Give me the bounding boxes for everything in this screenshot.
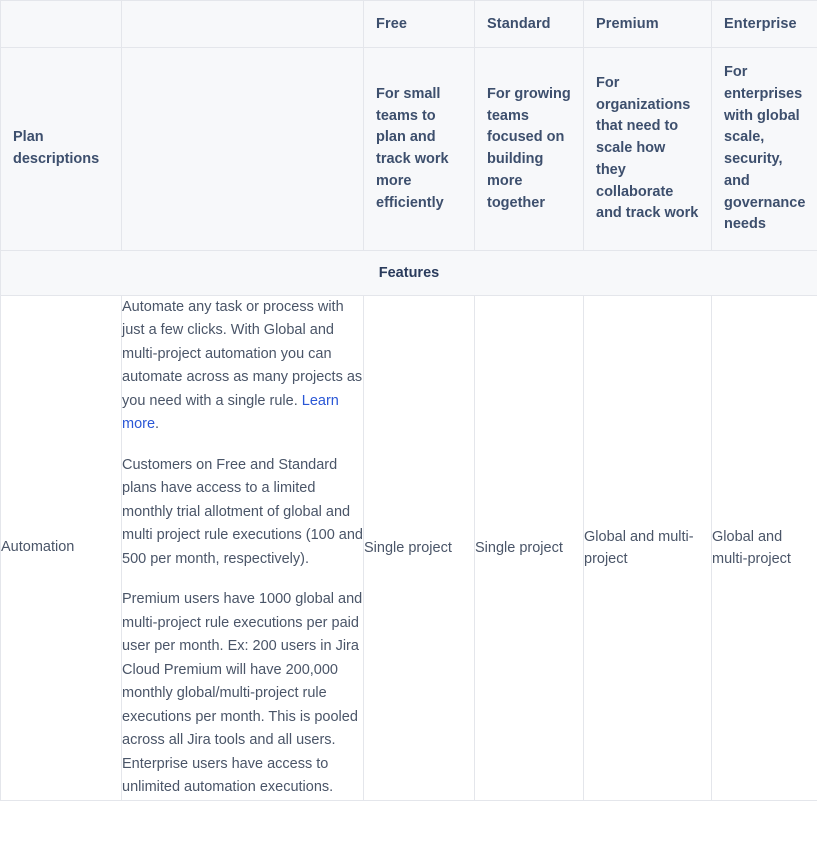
feature-description-automation: [122, 296, 364, 801]
plan-descriptions-spacer-cell: [122, 48, 364, 251]
row-label-plan-descriptions: Plan descriptions: [1, 48, 122, 251]
feature-description-paragraph-1: [122, 296, 363, 437]
plan-description-enterprise: For enterprises with global scale, security, and governance needs: [712, 48, 817, 251]
feature-name-automation: Automation: [1, 296, 122, 801]
header-empty-description-cell: [122, 1, 364, 48]
plan-header-standard: Standard: [475, 1, 584, 48]
learn-more-link[interactable]: Learn more: [122, 392, 339, 433]
feature-row-automation: [1, 296, 817, 801]
automation-value-free: Single project: [364, 296, 475, 801]
plan-header-free: Free: [364, 1, 475, 48]
table-header-row: [1, 1, 817, 48]
plan-header-premium: Premium: [584, 1, 712, 48]
plan-header-enterprise: Enterprise: [712, 1, 817, 48]
automation-value-standard: Single project: [475, 296, 584, 801]
section-header-row-features: [1, 251, 817, 296]
feature-description-paragraph-1-period: .: [155, 416, 160, 433]
feature-description-paragraph-3: Premium users have 1000 global and multi-project rule executions per paid user per month. Ex: 200 users in Jira Cloud Premium will have 200,000 monthly global/multi-project rule executions per month. This is pooled across all Jira tools and all users. Enterprise users have access to unlimited automation executions.: [122, 591, 363, 796]
header-empty-label-cell: [1, 1, 122, 48]
automation-value-premium: Global and multi-project: [584, 296, 712, 801]
plan-descriptions-row: [1, 48, 817, 251]
plan-description-free: For small teams to plan and track work more efficiently: [364, 48, 475, 251]
automation-value-enterprise: Global and multi-project: [712, 296, 817, 801]
section-header-label-features: Features: [1, 251, 817, 296]
plan-description-premium: For organizations that need to scale how they collaborate and track work: [584, 48, 712, 251]
feature-description-paragraph-2: Customers on Free and Standard plans have access to a limited monthly trial allotment of global and multi project rule executions (100 and 500 per month, respectively).: [122, 456, 363, 567]
feature-description-paragraph-1-text: Automate any task or process with just a few clicks. With Global and multi-project automation you can automate across as many projects as you need with a single rule.: [122, 299, 363, 409]
plan-description-standard: For growing teams focused on building more together: [475, 48, 584, 251]
